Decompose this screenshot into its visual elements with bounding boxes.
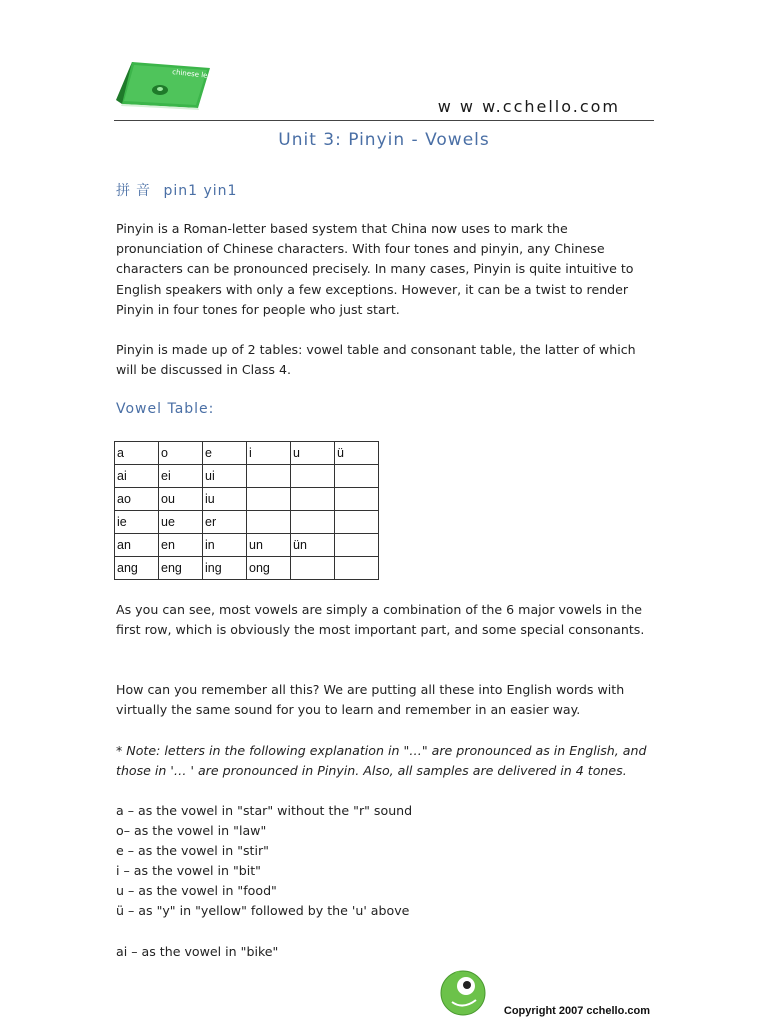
page-title: Unit 3: Pinyin - Vowels [278,130,490,150]
pinyin-hanzi: 拼音 [116,183,156,199]
vowel-table-heading: Vowel Table: [116,401,215,417]
header-divider [114,120,654,121]
pinyin-heading [116,180,237,200]
table-cell [291,465,335,488]
tables-paragraph: Pinyin is made up of 2 tables: vowel table and consonant table, the latter of which will be discussed in Class 4. [116,342,636,378]
table-cell: eng [159,557,203,580]
table-cell [335,488,379,511]
table-cell: an [115,534,159,557]
cchello-mascot-icon [436,964,490,1018]
table-cell: un [247,534,291,557]
table-cell: ü [335,442,379,465]
list-item: ü – as "y" in "yellow" followed by the 'u' above [116,903,410,918]
table-cell [335,534,379,557]
list-item: a – as the vowel in "star" without the "r" sound [116,803,413,818]
table-cell: en [159,534,203,557]
table-row [115,534,379,557]
book-logo-icon [112,56,224,110]
site-url: w w w.cchello.com [437,97,620,116]
combination-paragraph: As you can see, most vowels are simply a combination of the 6 major vowels in the first row, which is obviously the most important part, and some special consonants. [116,602,645,638]
table-cell: in [203,534,247,557]
table-cell: i [247,442,291,465]
note-paragraph: * Note: letters in the following explanation in "…" are pronounced as in English, and those in '… ' are pronounced in Pinyin. Also, all samples are delivered in 4 tones. [116,743,647,779]
remember-paragraph: How can you remember all this? We are putting all these into English words with virtually the same sound for you to learn and remember in an easier way. [116,682,625,718]
table-cell: ie [115,511,159,534]
table-cell: ui [203,465,247,488]
table-cell [247,465,291,488]
list-item: e – as the vowel in "stir" [116,843,269,858]
table-cell: ün [291,534,335,557]
list-item: i – as the vowel in "bit" [116,863,261,878]
table-cell: er [203,511,247,534]
table-cell: iu [203,488,247,511]
copyright-text: Copyright 2007 cchello.com [503,1005,650,1017]
table-cell: ang [115,557,159,580]
table-cell: u [291,442,335,465]
table-cell: e [203,442,247,465]
logo-text: chinese lesson [171,68,224,82]
table-row [115,511,379,534]
table-cell [247,488,291,511]
table-cell [335,465,379,488]
table-cell [291,557,335,580]
vowel-examples-list [116,801,412,921]
ai-example-paragraph: ai – as the vowel in "bike" [116,944,279,959]
table-cell: ing [203,557,247,580]
table-cell: ou [159,488,203,511]
pinyin-romanization: pin1 yin1 [163,183,238,199]
table-cell: ao [115,488,159,511]
table-cell: ue [159,511,203,534]
table-row [115,442,379,465]
table-cell: a [115,442,159,465]
table-cell [335,557,379,580]
table-cell: ei [159,465,203,488]
table-row [115,557,379,580]
table-cell [291,488,335,511]
list-item: o– as the vowel in "law" [116,823,267,838]
table-cell [247,511,291,534]
vowel-table [114,441,379,580]
table-cell: ong [247,557,291,580]
table-cell: ai [115,465,159,488]
table-row [115,465,379,488]
table-cell [335,511,379,534]
table-cell [291,511,335,534]
intro-paragraph: Pinyin is a Roman-letter based system that China now uses to mark the pronunciation of Chinese characters. With four tones and pinyin, any Chinese characters can be pronounced precisely. In many cases, Pinyin is quite intuitive to English speakers with only a few exceptions. However, it can be a twist to render Pinyin in four tones for people who just start. [116,221,634,317]
table-cell: o [159,442,203,465]
list-item: u – as the vowel in "food" [116,883,277,898]
table-row [115,488,379,511]
